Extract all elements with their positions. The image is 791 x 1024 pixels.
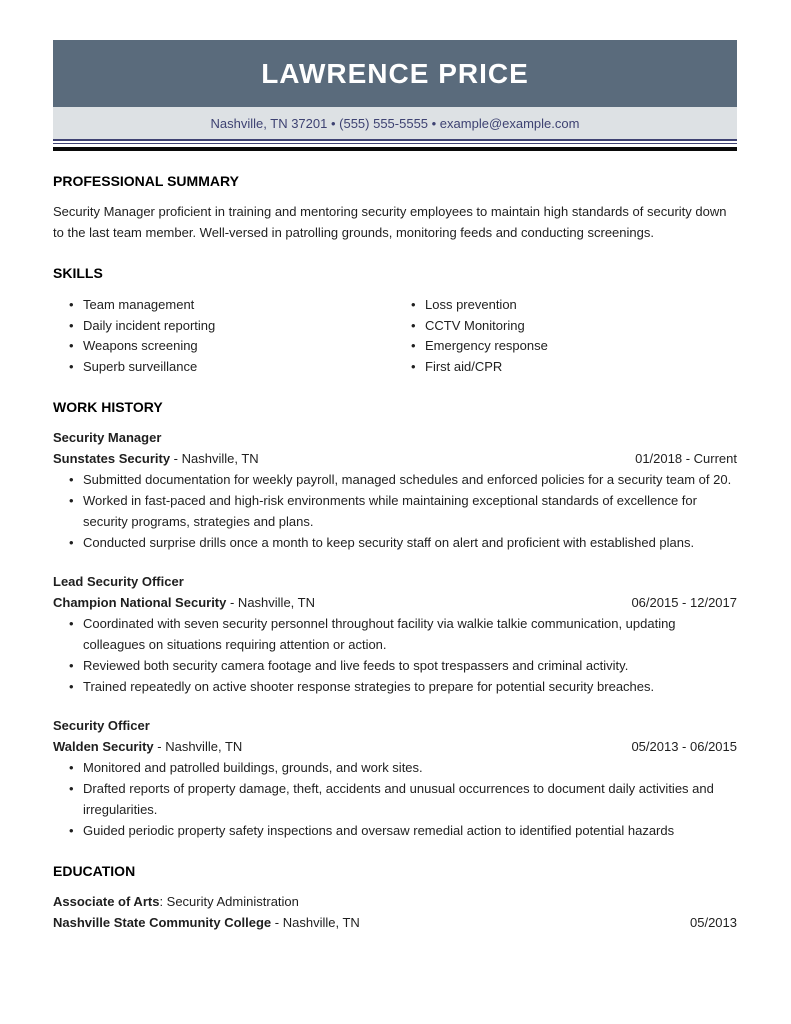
job-entry — [53, 427, 737, 553]
job-employer-line — [53, 736, 737, 757]
contact-info: Nashville, TN 37201 • (555) 555-5555 • example@example.com — [210, 115, 580, 131]
degree-field: : Security Administration — [159, 894, 299, 909]
employer-location: - Nashville, TN — [153, 739, 243, 754]
job-bullet: • Submitted documentation for weekly payroll, managed schedules and enforced policies for a security team of 20. — [83, 469, 737, 490]
employer-name: Walden Security — [53, 739, 154, 754]
job-bullet: • Conducted surprise drills once a month to keep security staff on alert and proficient with established plans. — [83, 532, 737, 553]
job-dates: 05/2013 - 06/2015 — [631, 739, 737, 754]
degree-name: Associate of Arts — [53, 894, 160, 909]
skill-item: • Loss prevention — [425, 295, 737, 316]
school-city: - Nashville, TN — [271, 915, 360, 930]
summary-text: Security Manager proficient in training and mentoring security employees to maintain high standards of security down to the last team member. Well-versed in patrolling grounds, monitoring feeds and conducting screenings. — [53, 204, 727, 240]
skill-item: • Daily incident reporting — [83, 316, 395, 337]
skills-column-left — [53, 295, 395, 377]
header-divider-black — [53, 147, 737, 151]
job-employer-location — [53, 448, 259, 469]
employer-name: Sunstates Security — [53, 451, 171, 466]
education-degree-line — [53, 891, 737, 912]
job-employer-line — [53, 448, 737, 469]
job-entry — [53, 571, 737, 697]
candidate-name: LAWRENCE PRICE — [261, 57, 529, 89]
job-bullet: • Reviewed both security camera footage and live feeds to spot trespassers and criminal activity. — [83, 655, 737, 676]
resume-header — [53, 40, 737, 151]
summary-heading: PROFESSIONAL SUMMARY — [53, 173, 239, 189]
job-bullet: • Guided periodic property safety inspections and oversaw remedial action to identified potential hazards — [83, 820, 737, 841]
school-name: Nashville State Community College — [53, 915, 272, 930]
education-school-line — [53, 912, 737, 933]
education-heading: EDUCATION — [53, 863, 136, 879]
skills-heading: SKILLS — [53, 265, 103, 281]
header-divider-navy-bottom — [53, 143, 737, 144]
job-title: Security Officer — [53, 718, 150, 733]
employer-name: Champion National Security — [53, 595, 227, 610]
work-history-heading: WORK HISTORY — [53, 399, 163, 415]
job-employer-location — [53, 592, 315, 613]
skills-columns — [53, 295, 737, 377]
name-banner — [53, 40, 737, 107]
job-bullet: • Worked in fast-paced and high-risk environments while maintaining exceptional standards of excellence for security programs, strategies and plans. — [83, 490, 737, 532]
job-bullet: • Drafted reports of property damage, theft, accidents and unusual occurrences to document daily activities and irregularities. — [83, 778, 737, 820]
skill-item: • CCTV Monitoring — [425, 316, 737, 337]
section-work-history — [53, 399, 737, 841]
education-date: 05/2013 — [690, 915, 737, 930]
job-bullet-list — [53, 613, 737, 697]
job-bullet-list — [53, 469, 737, 553]
contact-bar — [53, 107, 737, 139]
employer-location: - Nashville, TN — [226, 595, 315, 610]
job-bullet: • Coordinated with seven security personnel throughout facility via walkie talkie communication, updating colleagues on situations requiring attention or action. — [83, 613, 737, 655]
job-title: Lead Security Officer — [53, 574, 184, 589]
school-location — [53, 912, 360, 933]
header-divider-navy-top — [53, 139, 737, 141]
job-bullet: • Trained repeatedly on active shooter response strategies to prepare for potential security breaches. — [83, 676, 737, 697]
section-professional-summary — [53, 173, 737, 243]
job-employer-location — [53, 736, 242, 757]
job-bullet-list — [53, 757, 737, 841]
skill-item: • Superb surveillance — [83, 357, 395, 378]
job-dates: 01/2018 - Current — [635, 451, 737, 466]
job-title: Security Manager — [53, 430, 162, 445]
skills-column-right — [395, 295, 737, 377]
section-education — [53, 863, 737, 933]
skill-item: • Weapons screening — [83, 336, 395, 357]
skill-item: • Team management — [83, 295, 395, 316]
section-skills — [53, 265, 737, 377]
job-dates: 06/2015 - 12/2017 — [631, 595, 737, 610]
job-bullet: • Monitored and patrolled buildings, grounds, and work sites. — [83, 757, 737, 778]
job-employer-line — [53, 592, 737, 613]
skill-item: • Emergency response — [425, 336, 737, 357]
job-entry — [53, 715, 737, 841]
skill-item: • First aid/CPR — [425, 357, 737, 378]
employer-location: - Nashville, TN — [170, 451, 259, 466]
